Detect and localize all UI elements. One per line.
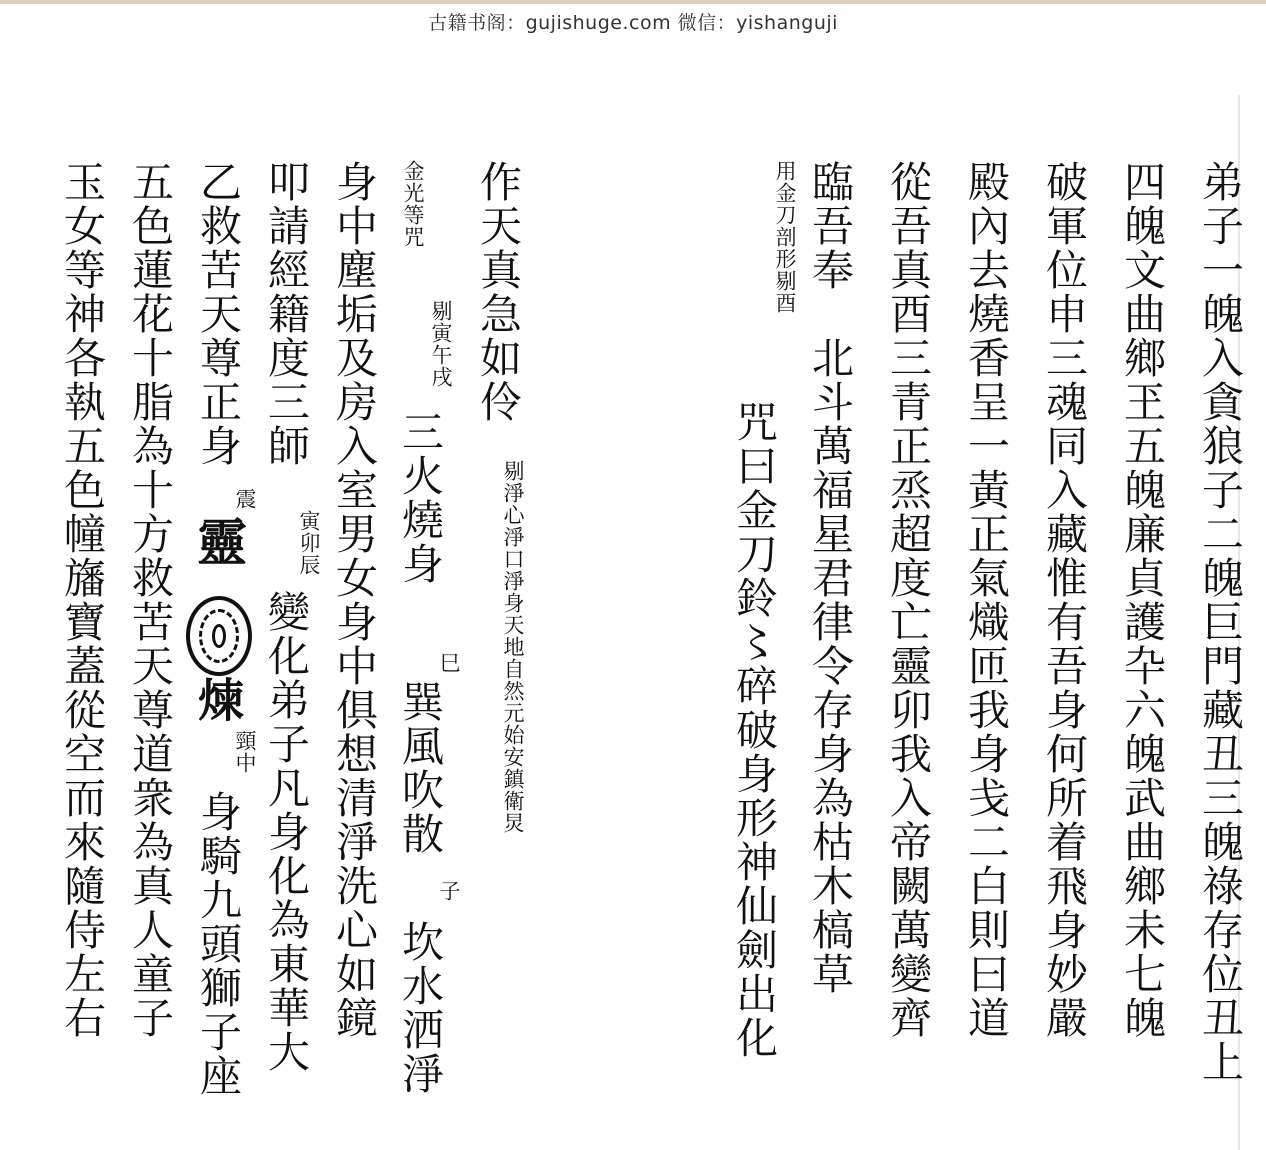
top-rule (0, 0, 1266, 4)
talisman-seal-icon (186, 596, 252, 676)
text-column-l1: 作天真急如伶 (474, 160, 523, 424)
annotation-l2a: 金光等咒 (401, 160, 425, 248)
annotation-column-r7: 用金刀剖形剔酉 (773, 160, 797, 314)
text-l5c: 靈 (189, 516, 248, 568)
text-column-l6: 五色蓮花十脂為十方救苦天尊道衆為真人童子 (126, 160, 175, 1040)
text-l4a: 叩請經籍度三師 (262, 160, 311, 468)
text-l4c: 變化弟子凡身化為東華大 (262, 590, 311, 1074)
text-column-l3: 身中塵垢及房入室男女身中俱想清淨洗心如鏡 (330, 160, 379, 1040)
text-column-r5: 從吾真酉三青正烝超度亡靈卯我入帝闕萬變齊 (884, 160, 933, 1040)
text-l2g: 坎水洒淨 (396, 920, 445, 1096)
watermark-header: 古籍书阁：gujishuge.com 微信：yishanguji (428, 12, 838, 34)
text-column-r1: 弟子一魄入貪狼子二魄巨門藏丑三魄祿存位丑上 (1196, 160, 1245, 1084)
text-l5d: 煉 (191, 676, 245, 724)
text-column-r2: 四魄文曲鄉玊五魄廉貞護卆六魄武曲鄉未七魄 (1118, 160, 1167, 1040)
text-l2c: 三火燒身 (396, 410, 445, 586)
annotation-l2b: 剔寅午戌 (429, 300, 453, 388)
text-l2e: 巽風吹散 (396, 680, 445, 856)
annotation-l5b: 震 (233, 488, 257, 510)
text-l5a: 乙救苦天尊正身 (194, 160, 243, 468)
text-column-l7: 玉女等神各執五色幢旛寶蓋從空而來隨侍左右 (58, 160, 107, 1040)
text-column-r6: 臨吾奉 北斗萬福星君律令存身為枯木槁草 (806, 160, 855, 996)
text-column-r3: 破軍位申三魂同入藏惟有吾身何所着飛身妙嚴 (1040, 160, 1089, 1040)
annotation-l2d: 巳 (437, 652, 461, 674)
annotation-column-l1: 剔淨心淨口淨身天地自然元始安鎮衛炅 (501, 460, 525, 834)
text-l5f: 身騎九頭獅子座 (194, 790, 243, 1098)
text-column-r8: 咒曰金刀鈴〻碎破身形神仙劍出化 (730, 400, 779, 1060)
text-column-r4: 殿內去燒香呈一黃正氣熾匝我身戋二白則曰道 (962, 160, 1011, 1040)
annotation-l2f: 子 (437, 880, 461, 902)
annotation-l4b: 寅卯辰 (297, 510, 321, 576)
annotation-l5e: 頸中 (233, 730, 257, 774)
